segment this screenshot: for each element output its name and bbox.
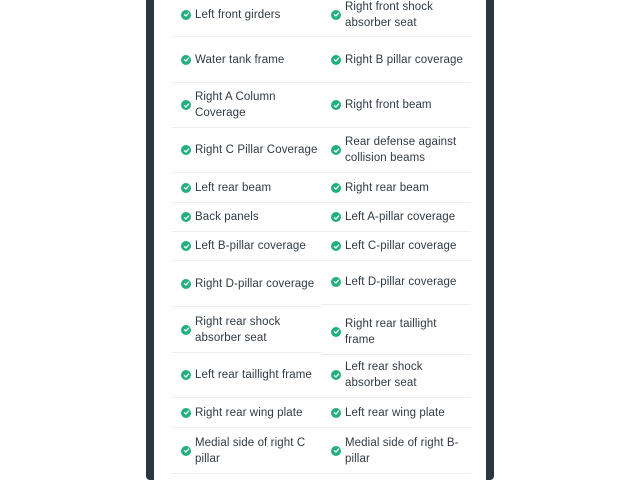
check-circle-icon [331, 212, 341, 222]
inspection-item [321, 173, 471, 203]
inspection-item [321, 83, 471, 128]
check-circle-icon [331, 10, 341, 20]
inspection-item-label: Right D-pillar coverage [195, 277, 315, 290]
inspection-item [171, 428, 321, 474]
check-circle-icon [331, 241, 341, 251]
inspection-item [171, 203, 321, 232]
check-circle-icon [331, 446, 341, 456]
inspection-item [171, 37, 321, 83]
check-circle-icon [181, 183, 191, 193]
check-circle-icon [181, 145, 191, 155]
inspection-item-label: Left rear beam [195, 181, 272, 194]
inspection-item [171, 0, 321, 37]
check-circle-icon [331, 277, 341, 287]
inspection-item-label: Left rear wing plate [345, 406, 445, 419]
inspection-item [321, 398, 471, 428]
inspection-item-label: Rear defense against collision beams [345, 136, 457, 164]
inspection-item [171, 261, 321, 307]
inspection-item [321, 37, 471, 83]
check-circle-icon [331, 327, 341, 337]
inspection-item-label: Right rear beam [345, 181, 429, 194]
inspection-item-label: Left D-pillar coverage [345, 275, 457, 288]
check-circle-icon [181, 325, 191, 335]
inspection-item-label: Right front shock absorber seat [345, 0, 433, 29]
inspection-item [321, 309, 471, 355]
check-circle-icon [331, 408, 341, 418]
inspection-item [171, 232, 321, 261]
check-circle-icon [181, 370, 191, 380]
check-circle-icon [331, 55, 341, 65]
inspection-item-label: Left front girders [195, 8, 281, 21]
inspection-item [171, 83, 321, 128]
inspection-item-label: Water tank frame [195, 53, 285, 66]
inspection-item [321, 428, 471, 474]
inspection-item [321, 232, 471, 261]
inspection-item-label: Right rear wing plate [195, 406, 303, 419]
check-circle-icon [181, 408, 191, 418]
inspection-item-label: Right rear taillight frame [345, 317, 437, 346]
inspection-item [321, 128, 471, 173]
inspection-item [171, 398, 321, 428]
check-circle-icon [331, 370, 341, 380]
inspection-item-label: Right rear shock absorber seat [195, 315, 281, 344]
inspection-item-label: Right B pillar coverage [345, 53, 463, 66]
inspection-item-label: Right A Column Coverage [195, 91, 276, 119]
check-circle-icon [181, 212, 191, 222]
right-column [321, 0, 471, 474]
inspection-item-label: Left C-pillar coverage [345, 240, 457, 252]
inspection-item-label: Right C Pillar Coverage [195, 144, 318, 156]
check-circle-icon [181, 446, 191, 456]
check-circle-icon [181, 10, 191, 20]
inspection-item [321, 259, 471, 305]
inspection-item [321, 0, 471, 37]
check-circle-icon [181, 279, 191, 289]
inspection-item-label: Medial side of right B-pillar [345, 436, 459, 465]
check-circle-icon [181, 55, 191, 65]
check-circle-icon [331, 145, 341, 155]
check-circle-icon [181, 241, 191, 251]
inspection-item-label: Medial side of right C pillar [195, 436, 306, 465]
check-circle-icon [331, 183, 341, 193]
phone-frame [146, 0, 494, 480]
inspection-item-label: Left rear shock absorber seat [345, 361, 423, 389]
check-circle-icon [331, 100, 341, 110]
inspection-item [321, 353, 471, 398]
inspection-item [171, 128, 321, 173]
inspection-items-grid [171, 0, 471, 474]
inspection-item-label: Left B-pillar coverage [195, 240, 306, 252]
inspection-item-label: Back panels [195, 211, 259, 223]
check-circle-icon [181, 100, 191, 110]
inspection-item [321, 203, 471, 232]
inspection-item-label: Left A-pillar coverage [345, 211, 456, 223]
inspection-item-label: Right front beam [345, 99, 432, 111]
left-column [171, 0, 321, 474]
inspection-item [171, 307, 321, 353]
inspection-screen [154, 0, 486, 480]
inspection-item [171, 353, 321, 398]
inspection-item-label: Left rear taillight frame [195, 369, 312, 381]
inspection-item [171, 173, 321, 203]
